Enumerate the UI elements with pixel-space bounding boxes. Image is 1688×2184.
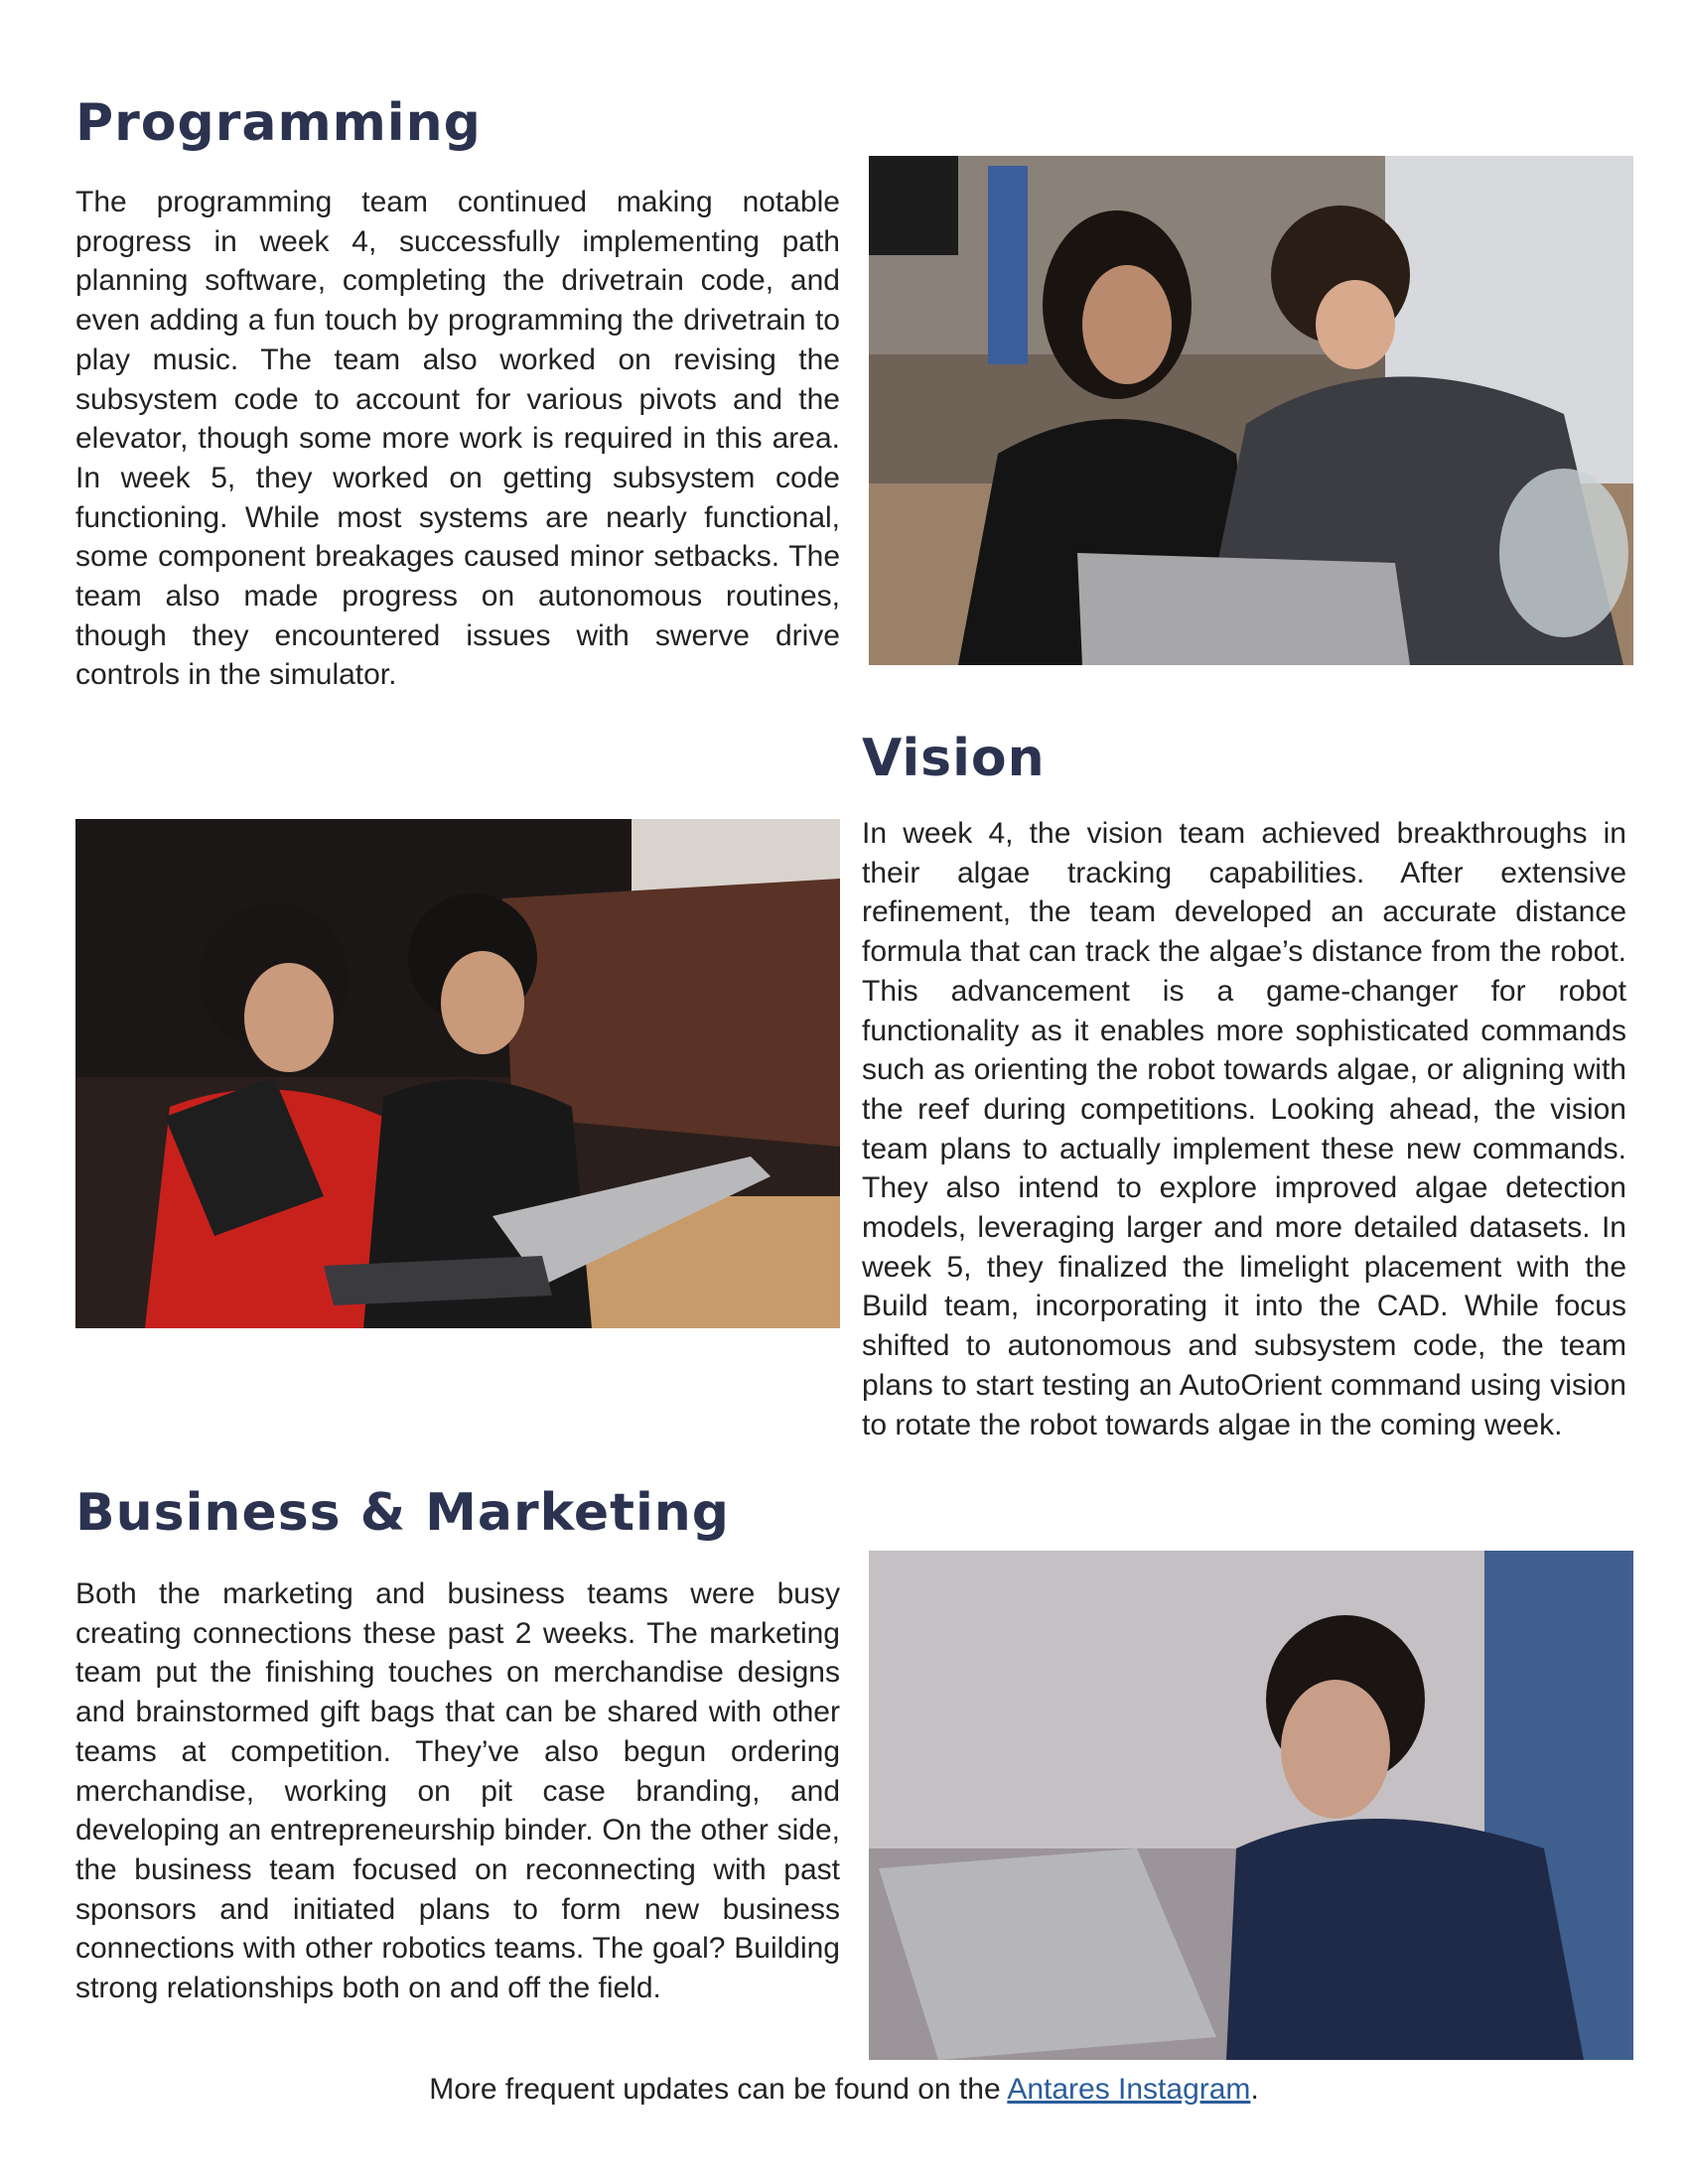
programming-team-photo [869,156,1633,665]
business-marketing-paragraph: Both the marketing and business teams were busy creating connections these past 2 weeks. The marketing team put the finishing touches on merchandise designs and brainstormed gift bags that can be shared with other teams at competition. They’ve also begun ordering merchandise, working on pit case branding, and developing an entrepreneurship binder. On the other side, the business team focused on reconnecting with past sponsors and initiated plans to form new business connections with other robotics teams. The goal? Building strong relationships both on and off the field. [75,1577,840,2005]
programming-heading: Programming [75,93,482,153]
business-team-photo [869,1551,1633,2060]
vision-heading: Vision [862,729,1046,788]
footer-note [0,2073,1688,2107]
vision-paragraph: In week 4, the vision team achieved breakthroughs in their algae tracking capabilities. After extensive refinement, the team developed an accurate distance formula that can track the algae’s distance from the robot. This advancement is a game-changer for robot functionality as it enables more sophisticated commands such as orienting the robot towards algae, or aligning with the reef during competitions. Looking ahead, the vision team plans to actually implement these new commands. They also intend to explore improved algae detection models, leveraging larger and more detailed datasets. In week 5, they finalized the limelight placement with the Build team, incorporating it into the CAD. While focus shifted to autonomous and subsystem code, the team plans to start testing an AutoOrient command using vision to rotate the robot towards algae in the coming week. [862,817,1626,1441]
instagram-link[interactable]: Antares Instagram [1007,2073,1251,2106]
programming-paragraph: The programming team continued making notable progress in week 4, successfully implementing path planning software, completing the drivetrain code, and even adding a fun touch by programming the drivetrain to play music. The team also worked on revising the subsystem code to account for various pivots and the elevator, though some more work is required in this area. In week 5, they worked on getting subsystem code functioning. While most systems are nearly functional, some component breakages caused minor setbacks. The team also made progress on autonomous routines, though they encountered issues with swerve drive controls in the simulator. [75,186,840,692]
vision-team-photo [75,819,840,1328]
footer-period: . [1250,2073,1259,2106]
footer-text: More frequent updates can be found on the [429,2073,1008,2106]
business-marketing-heading: Business & Marketing [75,1483,731,1543]
